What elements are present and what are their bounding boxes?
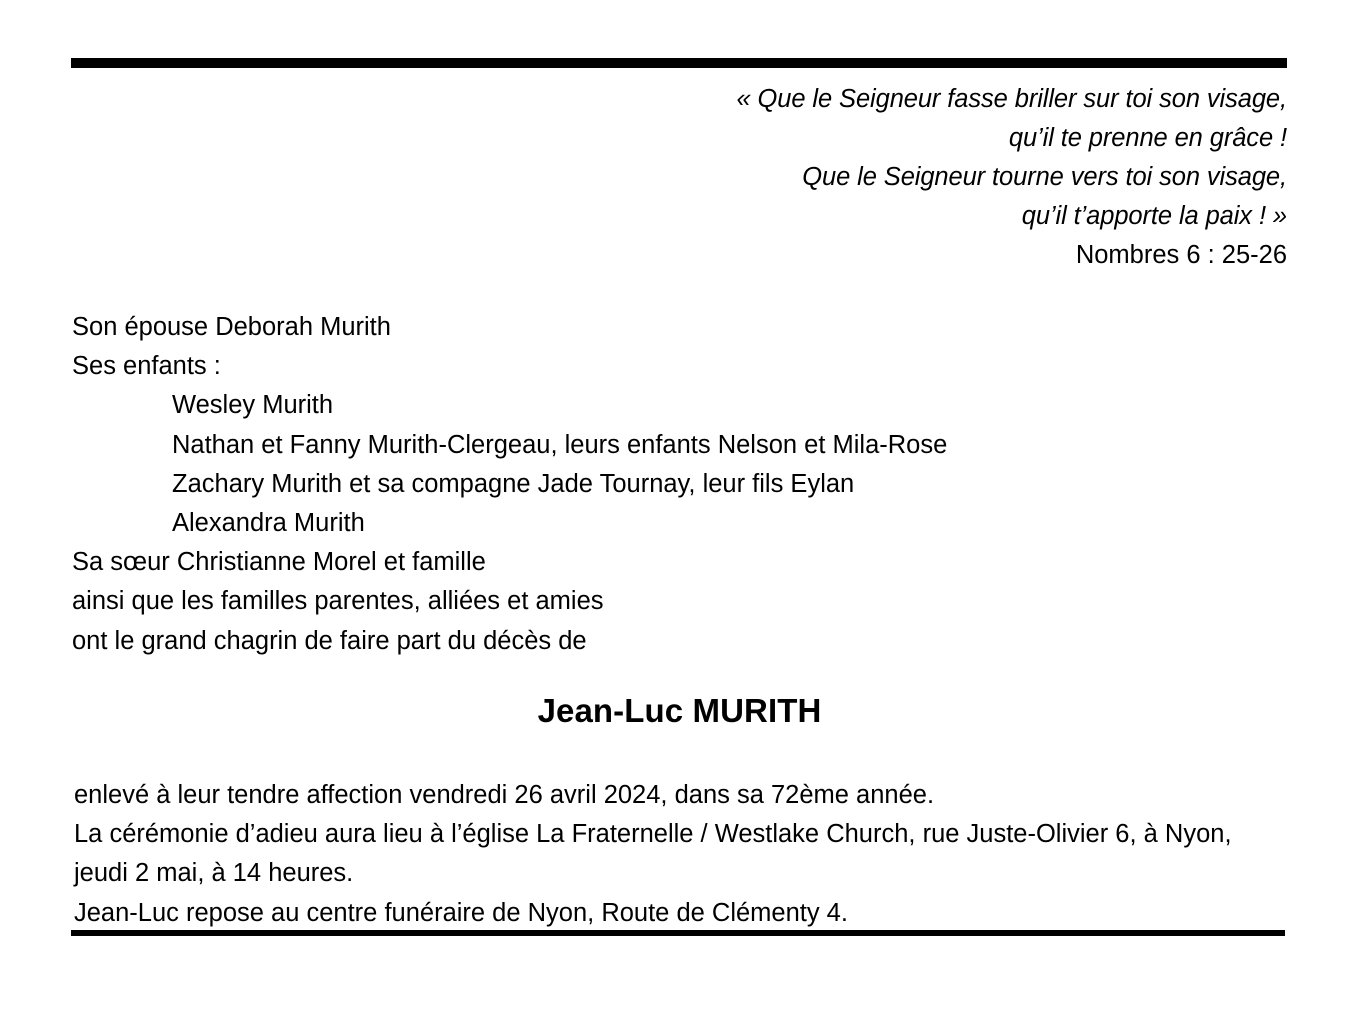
scripture-quote-block bbox=[400, 80, 1287, 275]
family-line-sister: Sa sœur Christianne Morel et famille bbox=[72, 548, 486, 577]
family-line-relatives: ainsi que les familles parentes, alliées et amies bbox=[72, 587, 604, 616]
quote-line-3: Que le Seigneur tourne vers toi son visage, bbox=[802, 163, 1287, 191]
family-line-spouse: Son épouse Deborah Murith bbox=[72, 313, 391, 341]
family-line-children-label: Ses enfants : bbox=[72, 352, 221, 381]
service-details-block bbox=[74, 776, 1287, 933]
family-line-child-1: Wesley Murith bbox=[172, 391, 334, 420]
surviving-family-block bbox=[72, 308, 1287, 661]
detail-line-ceremony: La cérémonie d’adieu aura lieu à l’église La Fraternelle / Westlake Church, rue Juste-Olivier 6, à Nyon, jeudi 2 mai, à 14 heures. bbox=[74, 820, 1232, 888]
scripture-reference: Nombres 6 : 25-26 bbox=[1075, 241, 1287, 269]
family-line-child-3: Zachary Murith et sa compagne Jade Tournay, leur fils Eylan bbox=[172, 469, 855, 498]
quote-line-4: qu’il t’apporte la paix ! » bbox=[1021, 202, 1287, 230]
detail-line-resting-place: Jean-Luc repose au centre funéraire de Nyon, Route de Clémenty 4. bbox=[74, 898, 848, 927]
detail-line-passing: enlevé à leur tendre affection vendredi 26 avril 2024, dans sa 72ème année. bbox=[74, 781, 935, 809]
bottom-divider-rule bbox=[71, 930, 1285, 936]
top-divider-rule bbox=[71, 58, 1287, 68]
family-line-child-4: Alexandra Murith bbox=[172, 509, 365, 538]
family-line-child-2: Nathan et Fanny Murith-Clergeau, leurs enfants Nelson et Mila-Rose bbox=[172, 430, 948, 459]
deceased-name: Jean-Luc MURITH bbox=[537, 692, 822, 729]
quote-line-2: qu’il te prenne en grâce ! bbox=[1008, 124, 1287, 152]
quote-line-1: « Que le Seigneur fasse briller sur toi son visage, bbox=[736, 85, 1287, 113]
family-line-announcement: ont le grand chagrin de faire part du décès de bbox=[72, 626, 587, 655]
